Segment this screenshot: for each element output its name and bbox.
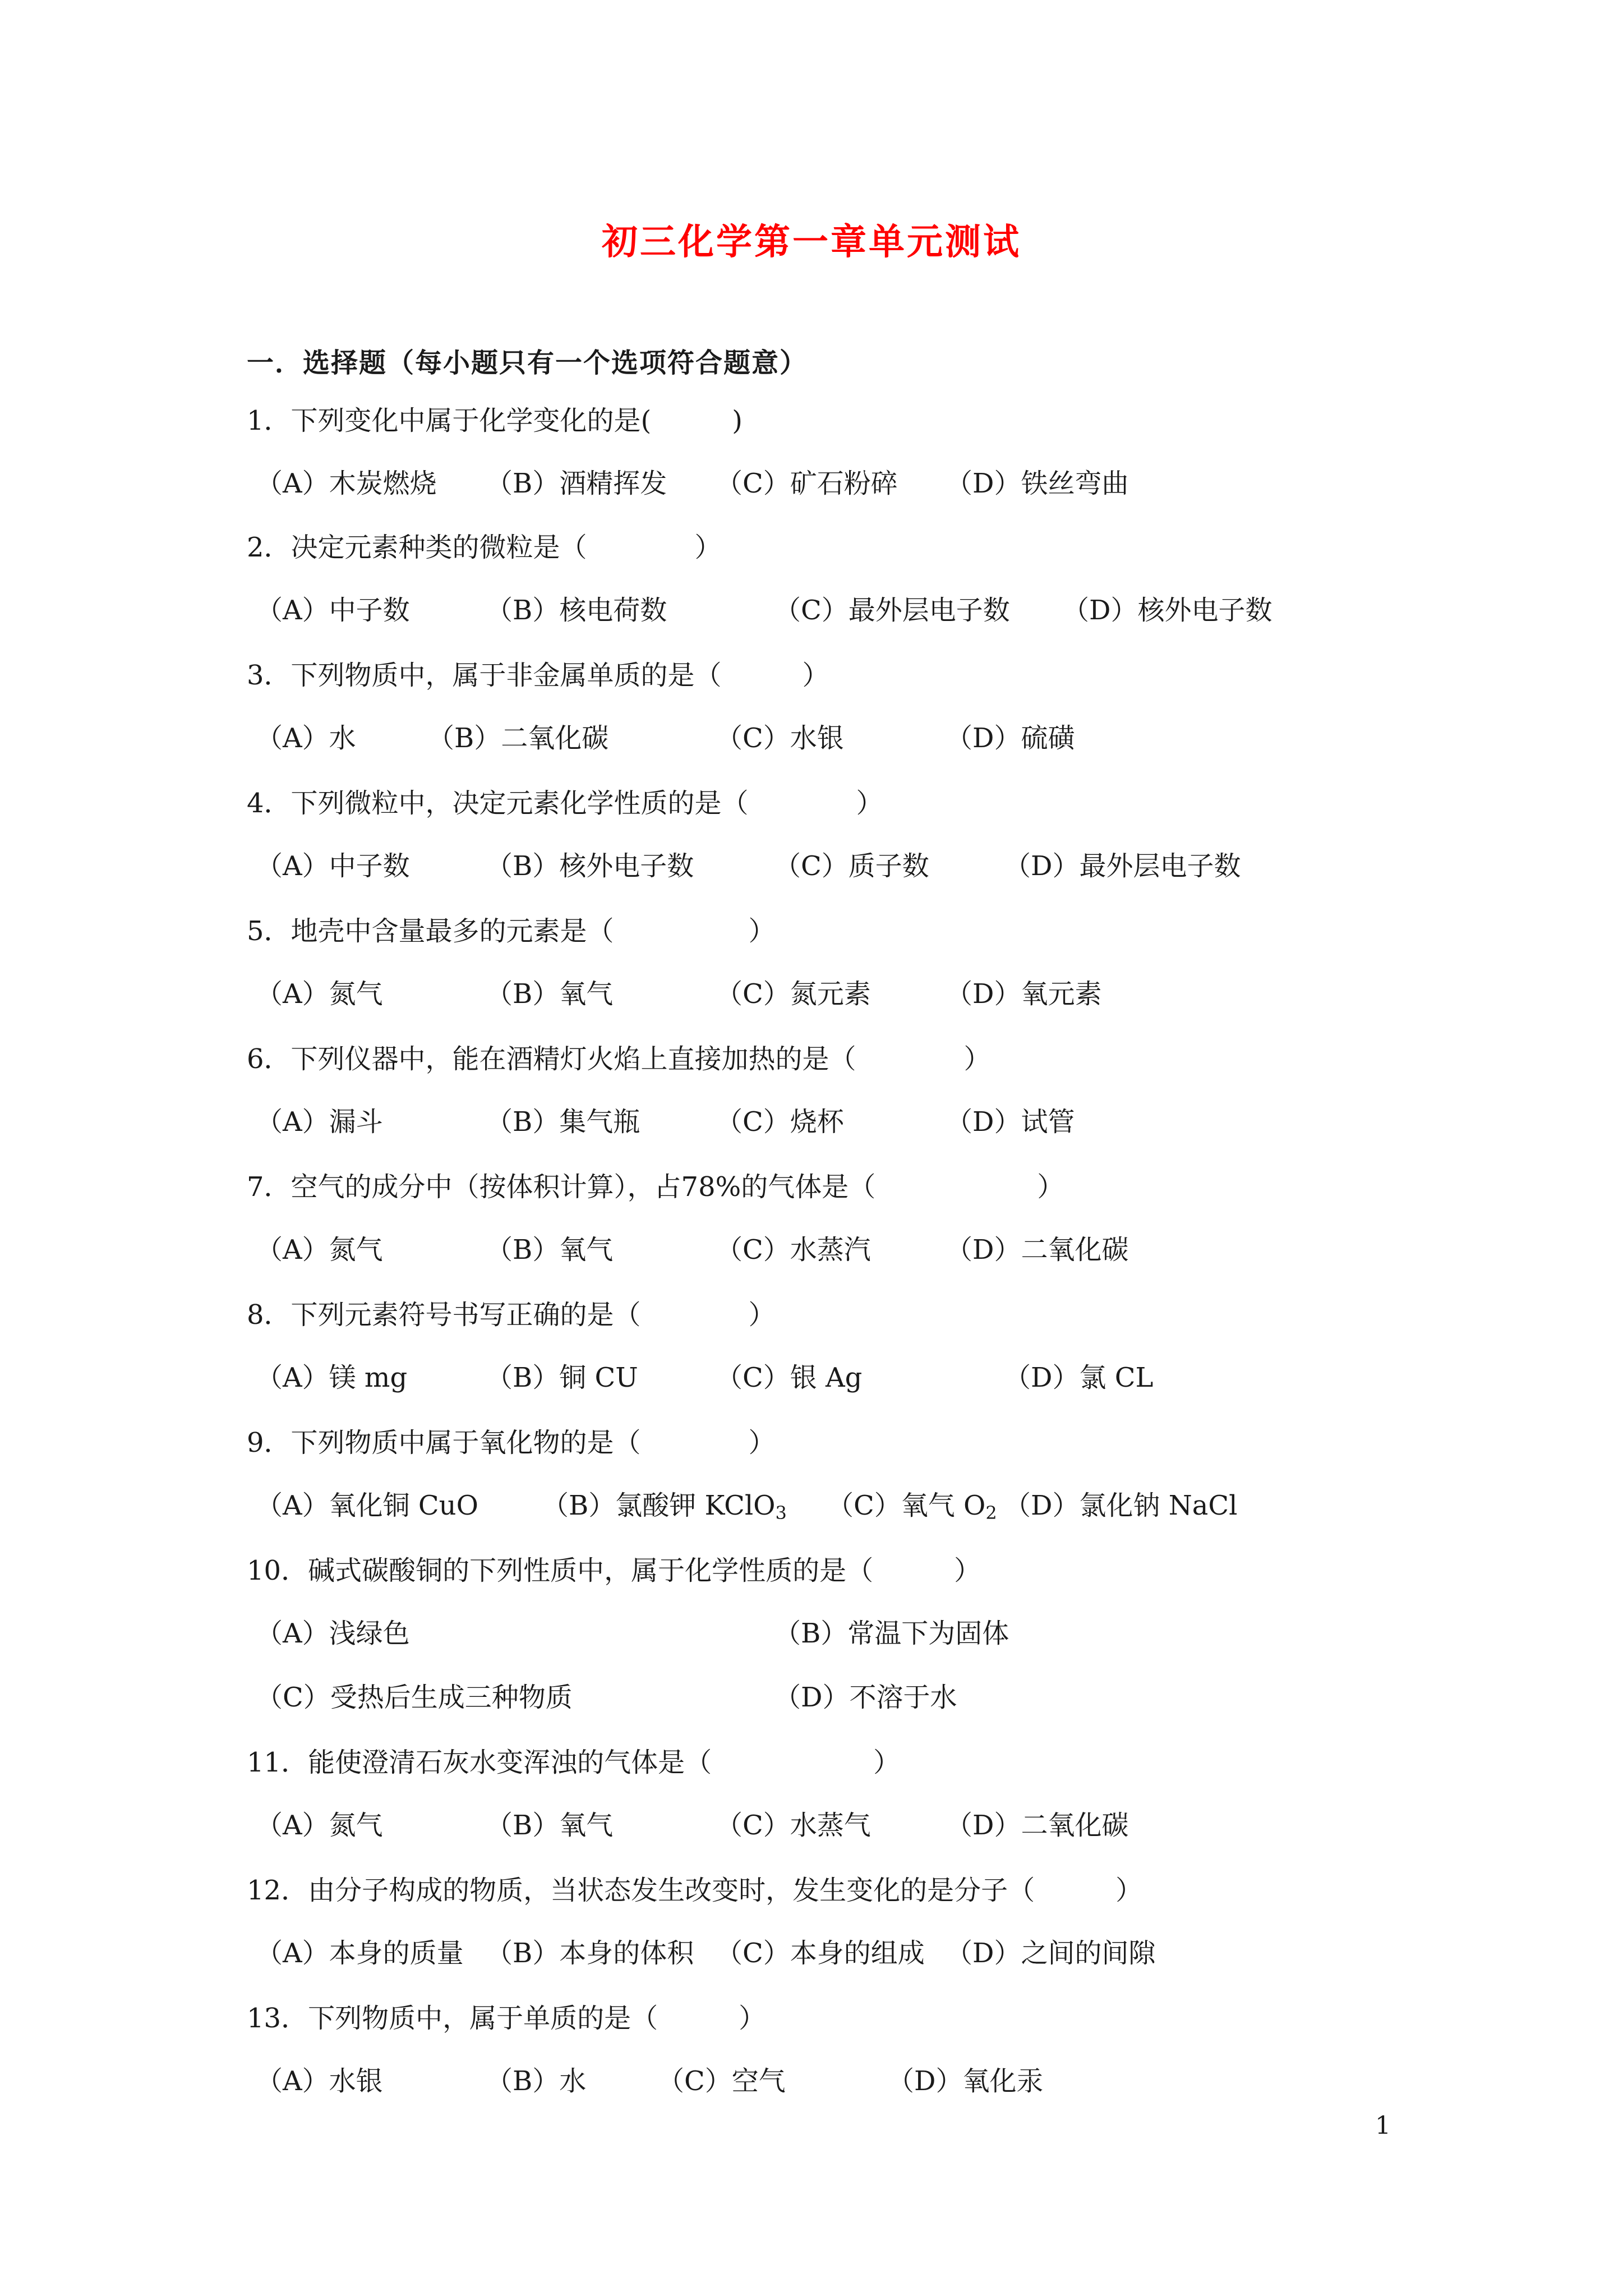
option-1a: （A）木炭燃烧 — [256, 468, 437, 499]
option-8b: （B）铜 CU — [486, 1362, 638, 1393]
question-10: 10．碱式碳酸铜的下列性质中，属于化学性质的是（ ） — [247, 1555, 981, 1586]
option-4a: （A）中子数 — [256, 850, 410, 882]
option-2b: （B）核电荷数 — [486, 595, 667, 626]
option-3d: （D）硫磺 — [946, 723, 1075, 754]
option-3b: （B）二氧化碳 — [427, 723, 609, 754]
option-13c: （C）空气 — [657, 2065, 786, 2097]
option-13a: （A）水银 — [256, 2065, 383, 2097]
option-11a: （A）氮气 — [256, 1810, 383, 1841]
question-2: 2．决定元素种类的微粒是（ ） — [247, 532, 722, 563]
option-12b: （B）本身的体积 — [486, 1938, 694, 1969]
option-7b: （B）氧气 — [486, 1234, 614, 1266]
page-title: 初三化学第一章单元测试 — [602, 221, 1021, 263]
option-10d: （D）不溶于水 — [774, 1682, 957, 1713]
option-6b: （B）集气瓶 — [486, 1106, 640, 1138]
question-9: 9．下列物质中属于氧化物的是（ ） — [247, 1427, 776, 1458]
option-5b: （B）氧气 — [486, 978, 614, 1010]
option-2a: （A）中子数 — [256, 595, 410, 626]
question-7: 7．空气的成分中（按体积计算），占78%的气体是（ ） — [247, 1171, 1064, 1203]
option-4c: （C）质子数 — [774, 850, 929, 882]
option-5c: （C）氮元素 — [716, 978, 871, 1010]
section-heading: 一．选择题（每小题只有一个选项符合题意） — [247, 347, 808, 379]
option-1b: （B）酒精挥发 — [486, 468, 667, 499]
option-11b: （B）氧气 — [486, 1810, 614, 1841]
option-12a: （A）本身的质量 — [256, 1938, 464, 1969]
option-10c: （C）受热后生成三种物质 — [256, 1682, 573, 1713]
option-9d: （D）氯化钠 NaCl — [1004, 1490, 1238, 1521]
option-3a: （A）水 — [256, 723, 356, 754]
option-3c: （C）水银 — [716, 723, 844, 754]
option-12d: （D）之间的间隙 — [946, 1938, 1156, 1969]
option-7c: （C）水蒸汽 — [716, 1234, 871, 1266]
option-11c: （C）水蒸气 — [716, 1810, 871, 1841]
option-1c: （C）矿石粉碎 — [716, 468, 898, 499]
question-8: 8．下列元素符号书写正确的是（ ） — [247, 1299, 776, 1331]
option-9a: （A）氧化铜 CuO — [256, 1490, 478, 1521]
option-13b: （B）水 — [486, 2065, 587, 2097]
option-12c: （C）本身的组成 — [716, 1938, 925, 1969]
option-8a: （A）镁 mg — [256, 1362, 408, 1393]
option-2d: （D）核外电子数 — [1062, 595, 1272, 626]
option-8c: （C）银 Ag — [716, 1362, 863, 1393]
option-9b — [542, 1489, 787, 1530]
option-9b-text: （B）氯酸钾 KClO — [542, 1490, 776, 1521]
option-10b: （B）常温下为固体 — [774, 1618, 1009, 1649]
option-6a: （A）漏斗 — [256, 1106, 383, 1138]
option-9b-subscript: 3 — [775, 1502, 787, 1524]
option-2c: （C）最外层电子数 — [774, 595, 1010, 626]
question-11: 11．能使澄清石灰水变浑浊的气体是（ ） — [247, 1747, 901, 1778]
option-11d: （D）二氧化碳 — [946, 1810, 1129, 1841]
option-10a: （A）浅绿色 — [256, 1618, 410, 1649]
page-number: 1 — [1375, 2111, 1391, 2140]
question-1: 1．下列变化中属于化学变化的是( ) — [247, 405, 743, 436]
question-3: 3．下列物质中，属于非金属单质的是（ ） — [247, 660, 829, 691]
option-8d: （D）氯 CL — [1004, 1362, 1154, 1393]
question-4: 4．下列微粒中，决定元素化学性质的是（ ） — [247, 788, 883, 819]
option-5a: （A）氮气 — [256, 978, 383, 1010]
option-4b: （B）核外电子数 — [486, 850, 694, 882]
question-6: 6．下列仪器中，能在酒精灯火焰上直接加热的是（ ） — [247, 1043, 991, 1075]
option-9c — [827, 1489, 997, 1530]
option-4d: （D）最外层电子数 — [1004, 850, 1241, 882]
option-5d: （D）氧元素 — [946, 978, 1102, 1010]
option-1d: （D）铁丝弯曲 — [946, 468, 1129, 499]
option-13d: （D）氧化汞 — [887, 2065, 1044, 2097]
question-5: 5．地壳中含量最多的元素是（ ） — [247, 915, 776, 947]
option-9c-subscript: 2 — [985, 1502, 997, 1524]
question-12: 12．由分子构成的物质，当状态发生改变时，发生变化的是分子（ ） — [247, 1875, 1143, 1906]
option-7a: （A）氮气 — [256, 1234, 383, 1266]
option-9c-text: （C）氧气 O — [827, 1490, 986, 1521]
option-7d: （D）二氧化碳 — [946, 1234, 1129, 1266]
option-6d: （D）试管 — [946, 1106, 1075, 1138]
option-6c: （C）烧杯 — [716, 1106, 844, 1138]
question-13: 13．下列物质中，属于单质的是（ ） — [247, 2003, 766, 2034]
